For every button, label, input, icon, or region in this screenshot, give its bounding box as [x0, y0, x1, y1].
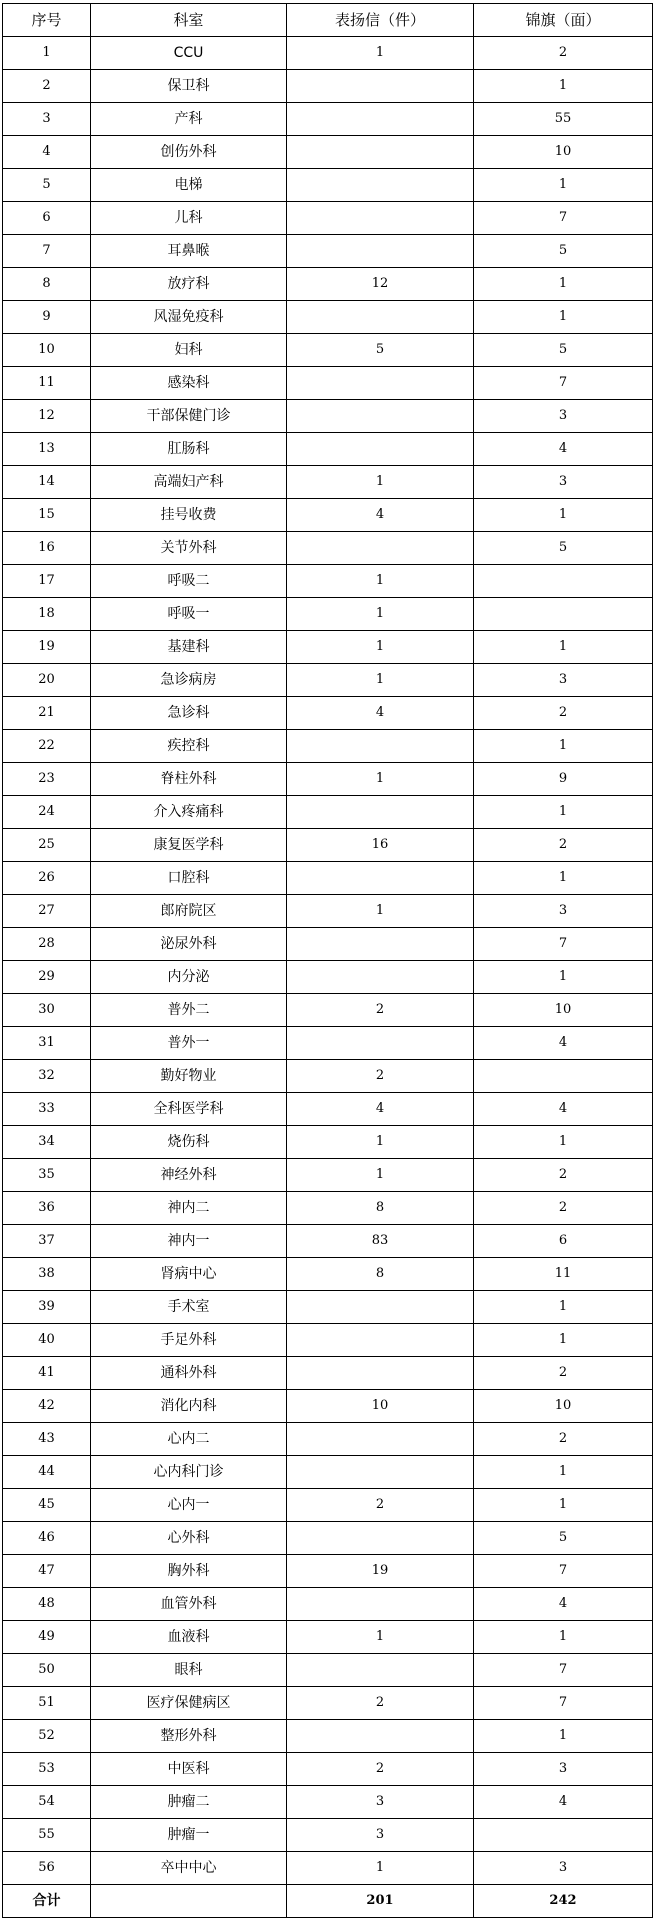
- row-banners-cell: 9: [474, 763, 653, 796]
- row-letters-cell: 2: [287, 1489, 474, 1522]
- row-department-cell: 肾病中心: [91, 1258, 287, 1291]
- row-banners-cell: [474, 1060, 653, 1093]
- row-letters-cell: 19: [287, 1555, 474, 1588]
- row-index-cell: 30: [3, 994, 91, 1027]
- row-department-cell: 神内一: [91, 1225, 287, 1258]
- table-row: [3, 202, 653, 235]
- row-letters-cell: [287, 1720, 474, 1753]
- row-index-cell: 8: [3, 268, 91, 301]
- table-row: [3, 565, 653, 598]
- table-row: [3, 796, 653, 829]
- row-banners-cell: 3: [474, 1753, 653, 1786]
- table-row: [3, 1258, 653, 1291]
- row-department-cell: 普外一: [91, 1027, 287, 1060]
- row-department-cell: 全科医学科: [91, 1093, 287, 1126]
- row-banners-cell: 7: [474, 1555, 653, 1588]
- row-index-cell: 39: [3, 1291, 91, 1324]
- row-letters-cell: 1: [287, 1159, 474, 1192]
- row-banners-cell: 1: [474, 169, 653, 202]
- row-banners-cell: 4: [474, 1588, 653, 1621]
- row-department-cell: 基建科: [91, 631, 287, 664]
- row-letters-cell: 1: [287, 763, 474, 796]
- table-row: [3, 961, 653, 994]
- row-letters-cell: [287, 1423, 474, 1456]
- table-row: [3, 433, 653, 466]
- row-letters-cell: 8: [287, 1258, 474, 1291]
- row-banners-cell: 1: [474, 796, 653, 829]
- row-banners-cell: 7: [474, 1654, 653, 1687]
- row-letters-cell: 3: [287, 1786, 474, 1819]
- table-row: [3, 1819, 653, 1852]
- row-banners-cell: 1: [474, 631, 653, 664]
- table-row: [3, 1753, 653, 1786]
- header-row: [3, 4, 653, 37]
- row-index-cell: 4: [3, 136, 91, 169]
- row-department-cell: 勤好物业: [91, 1060, 287, 1093]
- row-letters-cell: 1: [287, 664, 474, 697]
- table-row: [3, 664, 653, 697]
- row-department-cell: 急诊科: [91, 697, 287, 730]
- table-row: [3, 70, 653, 103]
- row-letters-cell: 1: [287, 895, 474, 928]
- row-index-cell: 6: [3, 202, 91, 235]
- row-banners-cell: 5: [474, 235, 653, 268]
- row-letters-cell: [287, 532, 474, 565]
- row-letters-cell: [287, 961, 474, 994]
- table-row: [3, 631, 653, 664]
- row-index-cell: 53: [3, 1753, 91, 1786]
- row-department-cell: 血管外科: [91, 1588, 287, 1621]
- row-department-cell: 整形外科: [91, 1720, 287, 1753]
- table-row: [3, 169, 653, 202]
- row-banners-cell: 1: [474, 730, 653, 763]
- row-department-cell: 保卫科: [91, 70, 287, 103]
- row-banners-cell: 1: [474, 862, 653, 895]
- row-banners-cell: 7: [474, 928, 653, 961]
- row-letters-cell: 1: [287, 1852, 474, 1885]
- row-department-cell: 卒中中心: [91, 1852, 287, 1885]
- row-letters-cell: 1: [287, 631, 474, 664]
- row-letters-cell: 2: [287, 1060, 474, 1093]
- row-department-cell: 手术室: [91, 1291, 287, 1324]
- row-index-cell: 49: [3, 1621, 91, 1654]
- row-letters-cell: [287, 367, 474, 400]
- header-letters: 表扬信（件）: [287, 4, 474, 37]
- table-row: [3, 763, 653, 796]
- header-banners: 锦旗（面）: [474, 4, 653, 37]
- row-index-cell: 37: [3, 1225, 91, 1258]
- total-label: 合计: [3, 1885, 91, 1918]
- row-index-cell: 42: [3, 1390, 91, 1423]
- table-row: [3, 1522, 653, 1555]
- row-department-cell: 神内二: [91, 1192, 287, 1225]
- table-row: [3, 1126, 653, 1159]
- table-header: [3, 4, 653, 37]
- table-row: [3, 1027, 653, 1060]
- row-index-cell: 41: [3, 1357, 91, 1390]
- row-letters-cell: [287, 1027, 474, 1060]
- table-row: [3, 1357, 653, 1390]
- row-department-cell: 感染科: [91, 367, 287, 400]
- total-department-cell: [91, 1885, 287, 1918]
- row-letters-cell: [287, 1291, 474, 1324]
- row-letters-cell: [287, 70, 474, 103]
- row-letters-cell: [287, 136, 474, 169]
- header-index: 序号: [3, 4, 91, 37]
- table-row: [3, 1159, 653, 1192]
- row-index-cell: 10: [3, 334, 91, 367]
- row-department-cell: 肛肠科: [91, 433, 287, 466]
- row-index-cell: 15: [3, 499, 91, 532]
- row-banners-cell: 55: [474, 103, 653, 136]
- row-department-cell: 放疗科: [91, 268, 287, 301]
- row-banners-cell: 11: [474, 1258, 653, 1291]
- row-banners-cell: 3: [474, 400, 653, 433]
- row-banners-cell: 10: [474, 994, 653, 1027]
- row-letters-cell: [287, 103, 474, 136]
- row-banners-cell: 6: [474, 1225, 653, 1258]
- row-index-cell: 14: [3, 466, 91, 499]
- table-row: [3, 1225, 653, 1258]
- row-letters-cell: 3: [287, 1819, 474, 1852]
- table-row: [3, 499, 653, 532]
- row-banners-cell: 7: [474, 202, 653, 235]
- award-table: [2, 3, 653, 1918]
- row-letters-cell: [287, 301, 474, 334]
- row-banners-cell: [474, 1819, 653, 1852]
- row-department-cell: 心内二: [91, 1423, 287, 1456]
- row-letters-cell: 2: [287, 1687, 474, 1720]
- row-letters-cell: [287, 730, 474, 763]
- table-row: [3, 1555, 653, 1588]
- row-index-cell: 52: [3, 1720, 91, 1753]
- row-banners-cell: 2: [474, 1423, 653, 1456]
- row-index-cell: 18: [3, 598, 91, 631]
- table-row: [3, 1786, 653, 1819]
- row-banners-cell: 7: [474, 1687, 653, 1720]
- row-banners-cell: 7: [474, 367, 653, 400]
- row-letters-cell: 1: [287, 1621, 474, 1654]
- row-department-cell: 内分泌: [91, 961, 287, 994]
- row-index-cell: 9: [3, 301, 91, 334]
- row-department-cell: 普外二: [91, 994, 287, 1027]
- row-banners-cell: 4: [474, 1786, 653, 1819]
- row-index-cell: 2: [3, 70, 91, 103]
- row-letters-cell: 2: [287, 1753, 474, 1786]
- table-row: [3, 37, 653, 70]
- row-index-cell: 31: [3, 1027, 91, 1060]
- table-row: [3, 895, 653, 928]
- row-department-cell: 血液科: [91, 1621, 287, 1654]
- row-department-cell: 关节外科: [91, 532, 287, 565]
- row-department-cell: 通科外科: [91, 1357, 287, 1390]
- row-department-cell: 医疗保健病区: [91, 1687, 287, 1720]
- row-letters-cell: [287, 928, 474, 961]
- row-index-cell: 12: [3, 400, 91, 433]
- row-letters-cell: 4: [287, 1093, 474, 1126]
- row-index-cell: 1: [3, 37, 91, 70]
- row-banners-cell: 1: [474, 499, 653, 532]
- row-index-cell: 34: [3, 1126, 91, 1159]
- row-index-cell: 16: [3, 532, 91, 565]
- row-index-cell: 32: [3, 1060, 91, 1093]
- row-letters-cell: [287, 1324, 474, 1357]
- table-row: [3, 1489, 653, 1522]
- row-letters-cell: 10: [287, 1390, 474, 1423]
- row-index-cell: 47: [3, 1555, 91, 1588]
- row-index-cell: 3: [3, 103, 91, 136]
- row-banners-cell: 5: [474, 334, 653, 367]
- table-row: [3, 829, 653, 862]
- table-row: [3, 862, 653, 895]
- row-letters-cell: 1: [287, 37, 474, 70]
- row-banners-cell: 3: [474, 466, 653, 499]
- table-row: [3, 1456, 653, 1489]
- table-row: [3, 1852, 653, 1885]
- row-letters-cell: 1: [287, 1126, 474, 1159]
- table-row: [3, 301, 653, 334]
- row-department-cell: 肿瘤二: [91, 1786, 287, 1819]
- row-department-cell: 耳鼻喉: [91, 235, 287, 268]
- row-department-cell: 手足外科: [91, 1324, 287, 1357]
- row-department-cell: 郎府院区: [91, 895, 287, 928]
- row-department-cell: 眼科: [91, 1654, 287, 1687]
- row-banners-cell: [474, 565, 653, 598]
- row-index-cell: 38: [3, 1258, 91, 1291]
- row-department-cell: 高端妇产科: [91, 466, 287, 499]
- row-index-cell: 17: [3, 565, 91, 598]
- row-letters-cell: [287, 433, 474, 466]
- row-banners-cell: 1: [474, 1324, 653, 1357]
- row-letters-cell: [287, 1588, 474, 1621]
- table-row: [3, 1654, 653, 1687]
- row-index-cell: 46: [3, 1522, 91, 1555]
- table-row: [3, 1687, 653, 1720]
- row-department-cell: 心内一: [91, 1489, 287, 1522]
- row-department-cell: 产科: [91, 103, 287, 136]
- table-row: [3, 466, 653, 499]
- row-letters-cell: 1: [287, 466, 474, 499]
- row-letters-cell: 12: [287, 268, 474, 301]
- table-row: [3, 136, 653, 169]
- row-department-cell: 肿瘤一: [91, 1819, 287, 1852]
- row-department-cell: 消化内科: [91, 1390, 287, 1423]
- table-row: [3, 400, 653, 433]
- row-department-cell: 干部保健门诊: [91, 400, 287, 433]
- table-row: [3, 103, 653, 136]
- row-department-cell: 心外科: [91, 1522, 287, 1555]
- row-index-cell: 50: [3, 1654, 91, 1687]
- row-index-cell: 29: [3, 961, 91, 994]
- header-department: 科室: [91, 4, 287, 37]
- row-department-cell: 创伤外科: [91, 136, 287, 169]
- row-index-cell: 21: [3, 697, 91, 730]
- row-department-cell: 儿科: [91, 202, 287, 235]
- row-banners-cell: 10: [474, 1390, 653, 1423]
- row-letters-cell: [287, 235, 474, 268]
- row-department-cell: 神经外科: [91, 1159, 287, 1192]
- row-banners-cell: 3: [474, 1852, 653, 1885]
- award-table-container: [2, 3, 652, 1918]
- row-index-cell: 24: [3, 796, 91, 829]
- row-department-cell: 口腔科: [91, 862, 287, 895]
- row-department-cell: 疾控科: [91, 730, 287, 763]
- row-banners-cell: 1: [474, 70, 653, 103]
- row-letters-cell: [287, 862, 474, 895]
- row-banners-cell: 2: [474, 1159, 653, 1192]
- row-department-cell: 急诊病房: [91, 664, 287, 697]
- row-index-cell: 36: [3, 1192, 91, 1225]
- row-banners-cell: 2: [474, 697, 653, 730]
- row-index-cell: 26: [3, 862, 91, 895]
- table-row: [3, 1093, 653, 1126]
- row-banners-cell: 2: [474, 1357, 653, 1390]
- row-department-cell: 烧伤科: [91, 1126, 287, 1159]
- table-row: [3, 334, 653, 367]
- row-letters-cell: 2: [287, 994, 474, 1027]
- row-index-cell: 40: [3, 1324, 91, 1357]
- row-letters-cell: 1: [287, 565, 474, 598]
- row-index-cell: 22: [3, 730, 91, 763]
- row-department-cell: 挂号收费: [91, 499, 287, 532]
- total-row: [3, 1885, 653, 1918]
- row-department-cell: 康复医学科: [91, 829, 287, 862]
- row-banners-cell: 1: [474, 1621, 653, 1654]
- row-letters-cell: 5: [287, 334, 474, 367]
- row-department-cell: 泌尿外科: [91, 928, 287, 961]
- row-index-cell: 27: [3, 895, 91, 928]
- row-letters-cell: 83: [287, 1225, 474, 1258]
- table-row: [3, 367, 653, 400]
- row-banners-cell: 1: [474, 961, 653, 994]
- row-department-cell: 呼吸二: [91, 565, 287, 598]
- row-index-cell: 11: [3, 367, 91, 400]
- row-index-cell: 35: [3, 1159, 91, 1192]
- table-row: [3, 598, 653, 631]
- table-row: [3, 1390, 653, 1423]
- row-banners-cell: 4: [474, 433, 653, 466]
- row-letters-cell: 4: [287, 697, 474, 730]
- row-letters-cell: [287, 1654, 474, 1687]
- row-department-cell: 风湿免疫科: [91, 301, 287, 334]
- row-letters-cell: 1: [287, 598, 474, 631]
- row-index-cell: 25: [3, 829, 91, 862]
- row-department-cell: 电梯: [91, 169, 287, 202]
- row-letters-cell: [287, 1522, 474, 1555]
- row-index-cell: 43: [3, 1423, 91, 1456]
- table-footer: [3, 1885, 653, 1918]
- row-department-cell: CCU: [91, 37, 287, 70]
- row-index-cell: 5: [3, 169, 91, 202]
- row-index-cell: 45: [3, 1489, 91, 1522]
- row-department-cell: 胸外科: [91, 1555, 287, 1588]
- table-row: [3, 1588, 653, 1621]
- total-banners: 242: [474, 1885, 653, 1918]
- row-department-cell: 中医科: [91, 1753, 287, 1786]
- row-index-cell: 7: [3, 235, 91, 268]
- row-index-cell: 28: [3, 928, 91, 961]
- row-banners-cell: 1: [474, 1489, 653, 1522]
- row-index-cell: 51: [3, 1687, 91, 1720]
- table-body: [3, 37, 653, 1885]
- row-letters-cell: [287, 400, 474, 433]
- row-banners-cell: 1: [474, 1291, 653, 1324]
- row-letters-cell: [287, 1357, 474, 1390]
- row-banners-cell: [474, 598, 653, 631]
- table-row: [3, 1324, 653, 1357]
- row-letters-cell: 8: [287, 1192, 474, 1225]
- table-row: [3, 697, 653, 730]
- row-banners-cell: 10: [474, 136, 653, 169]
- row-department-cell: 心内科门诊: [91, 1456, 287, 1489]
- row-letters-cell: 4: [287, 499, 474, 532]
- row-letters-cell: [287, 202, 474, 235]
- row-banners-cell: 1: [474, 268, 653, 301]
- table-row: [3, 235, 653, 268]
- row-banners-cell: 1: [474, 1126, 653, 1159]
- table-row: [3, 1060, 653, 1093]
- row-banners-cell: 1: [474, 1456, 653, 1489]
- row-banners-cell: 3: [474, 664, 653, 697]
- table-row: [3, 1291, 653, 1324]
- total-letters: 201: [287, 1885, 474, 1918]
- row-letters-cell: [287, 169, 474, 202]
- table-row: [3, 994, 653, 1027]
- row-index-cell: 33: [3, 1093, 91, 1126]
- row-letters-cell: [287, 1456, 474, 1489]
- table-row: [3, 532, 653, 565]
- row-banners-cell: 2: [474, 1192, 653, 1225]
- row-banners-cell: 4: [474, 1093, 653, 1126]
- row-index-cell: 54: [3, 1786, 91, 1819]
- row-banners-cell: 2: [474, 37, 653, 70]
- row-banners-cell: 5: [474, 1522, 653, 1555]
- row-index-cell: 55: [3, 1819, 91, 1852]
- row-banners-cell: 1: [474, 1720, 653, 1753]
- table-row: [3, 928, 653, 961]
- row-banners-cell: 2: [474, 829, 653, 862]
- row-index-cell: 20: [3, 664, 91, 697]
- row-department-cell: 介入疼痛科: [91, 796, 287, 829]
- table-row: [3, 268, 653, 301]
- row-banners-cell: 5: [474, 532, 653, 565]
- row-letters-cell: 16: [287, 829, 474, 862]
- table-row: [3, 1720, 653, 1753]
- row-index-cell: 23: [3, 763, 91, 796]
- row-letters-cell: [287, 796, 474, 829]
- row-index-cell: 13: [3, 433, 91, 466]
- row-index-cell: 56: [3, 1852, 91, 1885]
- table-row: [3, 1423, 653, 1456]
- table-row: [3, 1192, 653, 1225]
- row-department-cell: 脊柱外科: [91, 763, 287, 796]
- row-index-cell: 48: [3, 1588, 91, 1621]
- row-department-cell: 呼吸一: [91, 598, 287, 631]
- row-banners-cell: 4: [474, 1027, 653, 1060]
- row-banners-cell: 3: [474, 895, 653, 928]
- table-row: [3, 1621, 653, 1654]
- row-index-cell: 44: [3, 1456, 91, 1489]
- row-index-cell: 19: [3, 631, 91, 664]
- row-banners-cell: 1: [474, 301, 653, 334]
- table-row: [3, 730, 653, 763]
- row-department-cell: 妇科: [91, 334, 287, 367]
